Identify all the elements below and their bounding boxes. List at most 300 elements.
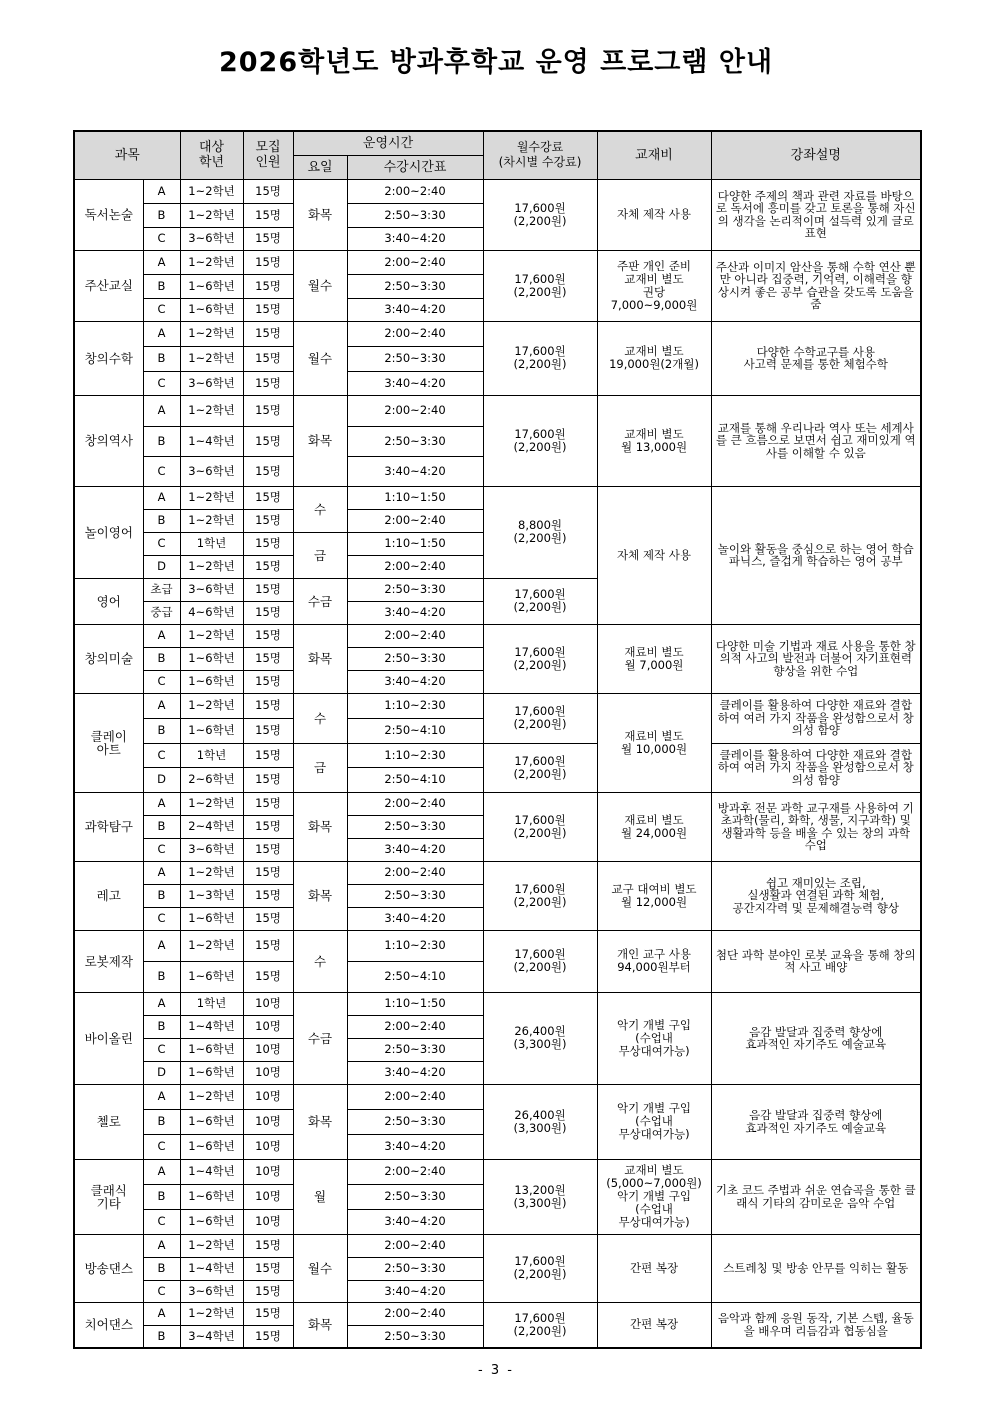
course-name: 창의수학 (74, 321, 143, 395)
target-grade: 3~6학년 (180, 838, 243, 861)
class-day: 화목 (293, 179, 347, 250)
material-cost: 교구 대여비 별도 월 12,000원 (597, 861, 711, 930)
class-time: 2:50~3:30 (347, 346, 483, 371)
capacity: 15명 (243, 624, 293, 647)
course-name: 독서논술 (74, 179, 143, 250)
class-time: 2:00~2:40 (347, 624, 483, 647)
class-time: 2:00~2:40 (347, 321, 483, 346)
class-label: A (143, 250, 180, 274)
header-capacity: 모집 인원 (243, 131, 293, 179)
target-grade: 1~2학년 (180, 861, 243, 884)
class-label: A (143, 992, 180, 1015)
course-description: 교재를 통해 우리나라 역사 또는 세계사를 큰 흐름으로 보면서 쉽고 재미있게 역사를 이해할 수 있음 (711, 395, 921, 486)
class-label: A (143, 321, 180, 346)
header-day: 요일 (293, 155, 347, 179)
capacity: 15명 (243, 298, 293, 321)
header-subject: 과목 (74, 131, 180, 179)
material-cost: 재료비 별도 월 10,000원 (597, 693, 711, 792)
target-grade: 1~6학년 (180, 1061, 243, 1084)
capacity: 15명 (243, 930, 293, 961)
header-fee: 월수강료 (차시별 수강료) (483, 131, 597, 179)
target-grade: 1~2학년 (180, 930, 243, 961)
capacity: 10명 (243, 1038, 293, 1061)
target-grade: 1~6학년 (180, 647, 243, 670)
target-grade: 1~2학년 (180, 203, 243, 227)
page-number: - 3 - (478, 1363, 514, 1378)
class-time: 2:50~3:30 (347, 274, 483, 298)
class-time: 2:50~3:30 (347, 884, 483, 907)
target-grade: 1~2학년 (180, 624, 243, 647)
capacity: 15명 (243, 250, 293, 274)
class-label: B (143, 1109, 180, 1134)
target-grade: 1~2학년 (180, 1084, 243, 1109)
class-label: B (143, 509, 180, 532)
monthly-fee: 13,200원 (3,300원) (483, 1159, 597, 1234)
class-label: A (143, 486, 180, 509)
material-cost: 간편 복장 (597, 1234, 711, 1302)
class-time: 2:50~3:30 (347, 1184, 483, 1209)
target-grade: 3~6학년 (180, 227, 243, 250)
class-label: C (143, 456, 180, 486)
capacity: 10명 (243, 1109, 293, 1134)
course-name: 방송댄스 (74, 1234, 143, 1302)
program-schedule-table (73, 130, 922, 1349)
course-description: 방과후 전문 과학 교구재를 사용하여 기초과학(물리, 화학, 생물, 지구과학) 및 생활과학 등을 배울 수 있는 창의 과학 수업 (711, 792, 921, 861)
target-grade: 1~2학년 (180, 346, 243, 371)
capacity: 15명 (243, 371, 293, 395)
monthly-fee: 17,600원 (2,200원) (483, 1302, 597, 1348)
class-label: B (143, 1257, 180, 1280)
target-grade: 1~6학년 (180, 1184, 243, 1209)
class-time: 3:40~4:20 (347, 1134, 483, 1159)
capacity: 15명 (243, 792, 293, 815)
table-row (74, 179, 921, 203)
class-time: 3:40~4:20 (347, 371, 483, 395)
class-label: C (143, 1038, 180, 1061)
capacity: 15명 (243, 838, 293, 861)
course-description: 놀이와 활동을 중심으로 하는 영어 학습 파닉스, 즐겁게 학습하는 영어 공부 (711, 486, 921, 624)
class-label: C (143, 1134, 180, 1159)
class-time: 1:10~2:30 (347, 693, 483, 718)
target-grade: 1~2학년 (180, 395, 243, 426)
capacity: 15명 (243, 509, 293, 532)
page-title: 2026학년도 방과후학교 운영 프로그램 안내 (218, 47, 774, 78)
course-description: 클레이를 활용하여 다양한 재료와 결합하여 여러 가지 작품을 완성함으로서 창의성 함양 (711, 693, 921, 743)
class-day: 화목 (293, 395, 347, 486)
monthly-fee: 8,800원 (2,200원) (483, 486, 597, 578)
course-name: 주산교실 (74, 250, 143, 321)
target-grade: 2~4학년 (180, 815, 243, 838)
table-row (74, 861, 921, 884)
class-day: 화목 (293, 1302, 347, 1348)
capacity: 15명 (243, 456, 293, 486)
class-label: A (143, 395, 180, 426)
class-time: 1:10~2:30 (347, 930, 483, 961)
class-label: B (143, 1184, 180, 1209)
class-time: 2:00~2:40 (347, 861, 483, 884)
table-row (74, 1084, 921, 1109)
class-day: 월수 (293, 1234, 347, 1302)
class-label: B (143, 647, 180, 670)
target-grade: 2~6학년 (180, 767, 243, 792)
course-name: 클레이 아트 (74, 693, 143, 792)
class-day: 금 (293, 532, 347, 578)
monthly-fee: 17,600원 (2,200원) (483, 395, 597, 486)
target-grade: 3~4학년 (180, 1325, 243, 1348)
target-grade: 4~6학년 (180, 601, 243, 624)
class-time: 2:00~2:40 (347, 395, 483, 426)
capacity: 15명 (243, 274, 293, 298)
class-time: 2:50~3:30 (347, 1038, 483, 1061)
table-body (74, 179, 921, 1348)
class-time: 2:00~2:40 (347, 555, 483, 578)
class-label: C (143, 670, 180, 693)
class-label: B (143, 203, 180, 227)
course-name: 로봇제작 (74, 930, 143, 992)
class-label: B (143, 1325, 180, 1348)
header-time: 수강시간표 (347, 155, 483, 179)
material-cost: 악기 개별 구입 (수업내 무상대여가능) (597, 992, 711, 1084)
capacity: 10명 (243, 1061, 293, 1084)
capacity: 15명 (243, 346, 293, 371)
class-label: B (143, 815, 180, 838)
monthly-fee: 17,600원 (2,200원) (483, 179, 597, 250)
target-grade: 1~2학년 (180, 486, 243, 509)
class-label: B (143, 1015, 180, 1038)
target-grade: 1~2학년 (180, 1234, 243, 1257)
target-grade: 1~6학년 (180, 907, 243, 930)
class-label: D (143, 1061, 180, 1084)
class-time: 2:00~2:40 (347, 1234, 483, 1257)
capacity: 10명 (243, 1015, 293, 1038)
target-grade: 1~2학년 (180, 179, 243, 203)
material-cost: 간편 복장 (597, 1302, 711, 1348)
class-label: C (143, 838, 180, 861)
monthly-fee: 17,600원 (2,200원) (483, 250, 597, 321)
class-time: 3:40~4:20 (347, 1061, 483, 1084)
capacity: 10명 (243, 1159, 293, 1184)
class-label: A (143, 624, 180, 647)
target-grade: 1학년 (180, 743, 243, 767)
course-description: 음감 발달과 집중력 향상에 효과적인 자기주도 예술교육 (711, 992, 921, 1084)
material-cost: 개인 교구 사용 94,000원부터 (597, 930, 711, 992)
class-label: C (143, 1209, 180, 1234)
class-label: A (143, 1084, 180, 1109)
class-label: C (143, 227, 180, 250)
material-cost: 악기 개별 구입 (수업내 무상대여가능) (597, 1084, 711, 1159)
target-grade: 1~2학년 (180, 693, 243, 718)
class-time: 3:40~4:20 (347, 601, 483, 624)
course-description: 다양한 미술 기법과 재료 사용을 통한 창의적 사고의 발전과 더불어 자기표현력 향상을 위한 수업 (711, 624, 921, 693)
course-description: 스트레칭 및 방송 안무를 익히는 활동 (711, 1234, 921, 1302)
target-grade: 1~2학년 (180, 792, 243, 815)
course-name: 영어 (74, 578, 143, 624)
capacity: 10명 (243, 1134, 293, 1159)
target-grade: 1학년 (180, 992, 243, 1015)
class-time: 3:40~4:20 (347, 298, 483, 321)
monthly-fee: 17,600원 (2,200원) (483, 578, 597, 624)
target-grade: 1~6학년 (180, 298, 243, 321)
course-name: 치어댄스 (74, 1302, 143, 1348)
material-cost: 자체 제작 사용 (597, 179, 711, 250)
class-time: 2:50~3:30 (347, 1325, 483, 1348)
class-label: A (143, 861, 180, 884)
class-time: 3:40~4:20 (347, 838, 483, 861)
capacity: 15명 (243, 693, 293, 718)
course-description: 다양한 주제의 책과 관련 자료를 바탕으로 독서에 흥미를 갖고 토론을 통해 자신의 생각을 논리적이며 설득력 있게 글로 표현 (711, 179, 921, 250)
target-grade: 3~6학년 (180, 456, 243, 486)
class-label: A (143, 1302, 180, 1325)
material-cost: 교재비 별도 월 13,000원 (597, 395, 711, 486)
monthly-fee: 26,400원 (3,300원) (483, 1084, 597, 1159)
capacity: 15명 (243, 532, 293, 555)
class-day: 화목 (293, 792, 347, 861)
table-row (74, 743, 921, 767)
class-time: 3:40~4:20 (347, 456, 483, 486)
course-name: 레고 (74, 861, 143, 930)
class-day: 수 (293, 930, 347, 992)
capacity: 15명 (243, 426, 293, 456)
class-label: B (143, 961, 180, 992)
class-label: A (143, 1234, 180, 1257)
course-name: 과학탐구 (74, 792, 143, 861)
capacity: 15명 (243, 555, 293, 578)
target-grade: 1~6학년 (180, 718, 243, 743)
course-description: 음감 발달과 집중력 향상에 효과적인 자기주도 예술교육 (711, 1084, 921, 1159)
class-day: 금 (293, 743, 347, 792)
class-time: 1:10~1:50 (347, 992, 483, 1015)
capacity: 15명 (243, 395, 293, 426)
class-day: 수 (293, 693, 347, 743)
target-grade: 1~2학년 (180, 321, 243, 346)
class-day: 월수 (293, 321, 347, 395)
table-header (74, 131, 921, 179)
course-description: 다양한 수학교구를 사용 사고력 문제를 통한 체험수학 (711, 321, 921, 395)
capacity: 15명 (243, 1280, 293, 1302)
course-name: 창의미술 (74, 624, 143, 693)
monthly-fee: 17,600원 (2,200원) (483, 792, 597, 861)
class-label: C (143, 907, 180, 930)
target-grade: 3~6학년 (180, 1280, 243, 1302)
monthly-fee: 17,600원 (2,200원) (483, 1234, 597, 1302)
target-grade: 1~6학년 (180, 1038, 243, 1061)
class-time: 2:50~3:30 (347, 578, 483, 601)
capacity: 15명 (243, 321, 293, 346)
material-cost: 재료비 별도 월 7,000원 (597, 624, 711, 693)
capacity: 15명 (243, 179, 293, 203)
table-row (74, 395, 921, 426)
class-label: C (143, 743, 180, 767)
table-row (74, 693, 921, 718)
target-grade: 1~3학년 (180, 884, 243, 907)
course-description: 음악과 함께 응원 동작, 기본 스텝, 율동을 배우며 리듬감과 협동심을 (711, 1302, 921, 1348)
course-name: 바이올린 (74, 992, 143, 1084)
capacity: 15명 (243, 1257, 293, 1280)
course-name: 창의역사 (74, 395, 143, 486)
class-time: 2:00~2:40 (347, 1159, 483, 1184)
capacity: 15명 (243, 961, 293, 992)
monthly-fee: 17,600원 (2,200원) (483, 693, 597, 743)
class-time: 2:50~3:30 (347, 1109, 483, 1134)
capacity: 15명 (243, 718, 293, 743)
class-label: B (143, 884, 180, 907)
class-label: A (143, 930, 180, 961)
class-time: 3:40~4:20 (347, 670, 483, 693)
class-label: A (143, 1159, 180, 1184)
class-time: 3:40~4:20 (347, 227, 483, 250)
class-label: A (143, 792, 180, 815)
monthly-fee: 26,400원 (3,300원) (483, 992, 597, 1084)
monthly-fee: 17,600원 (2,200원) (483, 321, 597, 395)
class-time: 3:40~4:20 (347, 1280, 483, 1302)
course-name: 놀이영어 (74, 486, 143, 578)
class-label: A (143, 179, 180, 203)
class-label: B (143, 346, 180, 371)
header-operation: 운영시간 (293, 131, 483, 155)
class-time: 2:50~3:30 (347, 647, 483, 670)
class-day: 화목 (293, 1084, 347, 1159)
class-label: C (143, 1280, 180, 1302)
class-day: 화목 (293, 624, 347, 693)
class-label: 중급 (143, 601, 180, 624)
target-grade: 1학년 (180, 532, 243, 555)
class-label: C (143, 298, 180, 321)
monthly-fee: 17,600원 (2,200원) (483, 624, 597, 693)
class-time: 3:40~4:20 (347, 1209, 483, 1234)
monthly-fee: 17,600원 (2,200원) (483, 861, 597, 930)
class-time: 2:50~3:30 (347, 815, 483, 838)
target-grade: 1~2학년 (180, 1302, 243, 1325)
course-description: 기초 코드 주법과 쉬운 연습곡을 통한 클래식 기타의 감미로운 음악 수업 (711, 1159, 921, 1234)
capacity: 15명 (243, 815, 293, 838)
course-name: 클래식 기타 (74, 1159, 143, 1234)
material-cost: 자체 제작 사용 (597, 486, 711, 624)
class-time: 2:00~2:40 (347, 792, 483, 815)
table-row (74, 486, 921, 509)
class-label: B (143, 426, 180, 456)
capacity: 15명 (243, 670, 293, 693)
target-grade: 3~6학년 (180, 578, 243, 601)
class-label: A (143, 693, 180, 718)
course-description: 클레이를 활용하여 다양한 재료와 결합하여 여러 가지 작품을 완성함으로서 창의성 함양 (711, 743, 921, 792)
header-target: 대상 학년 (180, 131, 243, 179)
capacity: 10명 (243, 992, 293, 1015)
class-time: 2:00~2:40 (347, 1084, 483, 1109)
material-cost: 주판 개인 준비 교재비 별도 권당 7,000~9,000원 (597, 250, 711, 321)
course-description: 주산과 이미지 암산을 통해 수학 연산 뿐만 아니라 집중력, 기억력, 이해력을 향상시켜 좋은 공부 습관을 갖도록 도움을 줌 (711, 250, 921, 321)
capacity: 15명 (243, 743, 293, 767)
capacity: 15명 (243, 861, 293, 884)
capacity: 15명 (243, 884, 293, 907)
class-label: C (143, 532, 180, 555)
table-row (74, 1159, 921, 1184)
capacity: 15명 (243, 647, 293, 670)
capacity: 15명 (243, 203, 293, 227)
capacity: 15명 (243, 486, 293, 509)
capacity: 15명 (243, 907, 293, 930)
course-description: 쉽고 재미있는 조립, 실생활과 연결된 과학 체험, 공간지각력 및 문제해결능력 향상 (711, 861, 921, 930)
class-day: 수 (293, 486, 347, 532)
target-grade: 1~6학년 (180, 961, 243, 992)
table-row (74, 250, 921, 274)
header-material: 교재비 (597, 131, 711, 179)
target-grade: 1~4학년 (180, 1257, 243, 1280)
target-grade: 1~4학년 (180, 1015, 243, 1038)
capacity: 10명 (243, 1184, 293, 1209)
capacity: 15명 (243, 578, 293, 601)
class-time: 1:10~1:50 (347, 532, 483, 555)
class-time: 2:00~2:40 (347, 250, 483, 274)
capacity: 15명 (243, 767, 293, 792)
target-grade: 1~6학년 (180, 1209, 243, 1234)
table-row (74, 1302, 921, 1325)
class-time: 2:50~4:10 (347, 767, 483, 792)
class-time: 2:50~3:30 (347, 1257, 483, 1280)
class-time: 2:00~2:40 (347, 179, 483, 203)
table-row (74, 1234, 921, 1257)
class-day: 수금 (293, 992, 347, 1084)
target-grade: 1~6학년 (180, 1134, 243, 1159)
class-label: D (143, 555, 180, 578)
course-name: 첼로 (74, 1084, 143, 1159)
capacity: 15명 (243, 1234, 293, 1257)
class-time: 1:10~1:50 (347, 486, 483, 509)
class-time: 2:00~2:40 (347, 1015, 483, 1038)
class-label: B (143, 718, 180, 743)
monthly-fee: 17,600원 (2,200원) (483, 743, 597, 792)
target-grade: 1~6학년 (180, 274, 243, 298)
table-row (74, 992, 921, 1015)
capacity: 10명 (243, 1084, 293, 1109)
class-day: 월수 (293, 250, 347, 321)
table-row (74, 930, 921, 961)
capacity: 15명 (243, 1302, 293, 1325)
table-row (74, 624, 921, 647)
capacity: 15명 (243, 227, 293, 250)
class-time: 2:50~3:30 (347, 203, 483, 227)
target-grade: 1~4학년 (180, 1159, 243, 1184)
class-label: C (143, 371, 180, 395)
material-cost: 교재비 별도 (5,000~7,000원) 악기 개별 구입 (수업내 무상대여가능) (597, 1159, 711, 1234)
class-time: 2:50~3:30 (347, 426, 483, 456)
material-cost: 재료비 별도 월 24,000원 (597, 792, 711, 861)
class-label: B (143, 274, 180, 298)
capacity: 15명 (243, 1325, 293, 1348)
target-grade: 1~6학년 (180, 1109, 243, 1134)
class-time: 1:10~2:30 (347, 743, 483, 767)
class-time: 2:50~4:10 (347, 961, 483, 992)
header-description: 강좌설명 (711, 131, 921, 179)
class-day: 화목 (293, 861, 347, 930)
class-time: 2:00~2:40 (347, 509, 483, 532)
capacity: 10명 (243, 1209, 293, 1234)
target-grade: 1~4학년 (180, 426, 243, 456)
capacity: 15명 (243, 601, 293, 624)
class-time: 3:40~4:20 (347, 907, 483, 930)
target-grade: 1~2학년 (180, 509, 243, 532)
target-grade: 1~6학년 (180, 670, 243, 693)
table-row (74, 321, 921, 346)
material-cost: 교재비 별도 19,000원(2개월) (597, 321, 711, 395)
target-grade: 3~6학년 (180, 371, 243, 395)
table-row (74, 792, 921, 815)
course-description: 첨단 과학 분야인 로봇 교육을 통해 창의적 사고 배양 (711, 930, 921, 992)
class-day: 월 (293, 1159, 347, 1234)
class-label: D (143, 767, 180, 792)
class-label: 초급 (143, 578, 180, 601)
monthly-fee: 17,600원 (2,200원) (483, 930, 597, 992)
class-time: 2:50~4:10 (347, 718, 483, 743)
